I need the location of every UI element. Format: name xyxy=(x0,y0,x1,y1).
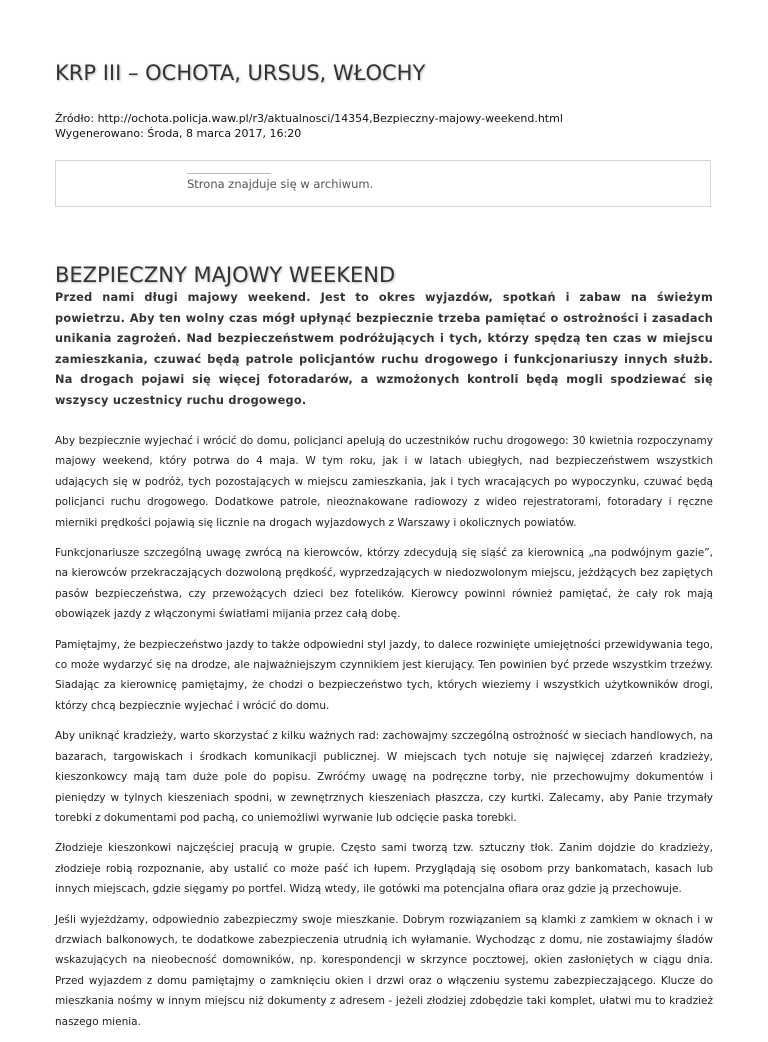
archive-divider xyxy=(187,173,271,174)
generated-date: Wygenerowano: Środa, 8 marca 2017, 16:20 xyxy=(55,127,302,140)
article-lead: Przed nami długi majowy weekend. Jest to okres wyjazdów, spotkań i zabaw na świeżym powietrzu. Aby ten wolny czas mógł upłynąć bezpiecznie trzeba pamiętać o ostrożności i zasadach unikania zagrożeń. Nad bezpieczeństwem podróżujących i tych, którzy spędzą ten czas w miejscu zamieszkania, czuwać będą patrole policjantów ruchu drogowego i funkcjonariuszy innych służb. Na drogach pojawi się więcej fotoradarów, a wzmożonych kontroli będą mogli spodziewać się wszyscy uczestnicy ruchu drogowego. xyxy=(55,291,713,407)
site-title: KRP III – OCHOTA, URSUS, WŁOCHY xyxy=(55,61,426,85)
document-meta xyxy=(55,111,563,141)
article-title: BEZPIECZNY MAJOWY WEEKEND xyxy=(55,263,396,287)
source-url: Źródło: http://ochota.policja.waw.pl/r3/aktualnosci/14354,Bezpieczny-majowy-weekend.html xyxy=(55,112,563,125)
article-paragraph: Aby bezpiecznie wyjechać i wrócić do domu, policjanci apelują do uczestników ruchu drogowego: 30 kwietnia rozpoczynamy majowy weekend, który potrwa do 4 maja. W tym roku, jak i w latach ubiegłych, nad bezpieczeństwem wszystkich udających się w podróż, tych pozostających w miejscu zamieszkania, jak i tych wracających po wypoczynku, czuwać będą policjanci ruchu drogowego. Dodatkowe patrole, nieoznakowane radiowozy z wideo rejestratorami, fotoradary i ręczne mierniki prędkości pojawią się licznie na drogach wyjazdowych z Warszawy i okolicznych powiatów. xyxy=(55,435,713,529)
archive-notice xyxy=(55,160,711,207)
article-paragraph: Złodzieje kieszonkowi najczęściej pracują w grupie. Często sami tworzą tzw. sztuczny tłok. Zanim dojdzie do kradzieży, złodzieje robią rozpoznanie, aby ustalić co może paść ich łupem. Przyglądają się osobom przy bankomatach, kasach lub innych miejscach, gdzie sięgamy po portfel. Widzą wtedy, ile gotówki ma potencjalna ofiara oraz gdzie ją przechowuje. xyxy=(55,842,713,896)
article-paragraph: Pamiętajmy, że bezpieczeństwo jazdy to także odpowiedni styl jazdy, to dalece rozwinięte umiejętności przewidywania tego, co może wydarzyć się na drodze, ale najważniejszym czynnikiem jest kierujący. Ten powinien być przede wszystkim trzeźwy. Siadając za kierownicę pamiętajmy, że chodzi o bezpieczeństwo tych, których wieziemy i wszystkich użytkowników drogi, którzy chcą bezpiecznie wyjechać i wrócić do domu. xyxy=(55,638,713,712)
article-paragraph: Aby uniknąć kradzieży, warto skorzystać z kilku ważnych rad: zachowajmy szczególną ostrożność w sieciach handlowych, na bazarach, targowiskach i środkach komunikacji publicznej. W miejscach tych notuje się najwięcej zdarzeń kradzieży, kieszonkowcy mają tam duże pole do popisu. Zwróćmy uwagę na podręczne torby, nie przechowujmy dokumentów i pieniędzy w tylnych kieszeniach spodni, w zewnętrznych kieszeniach płaszcza, czy kurtki. Zalecamy, aby Panie trzymały torebki z dokumentami pod pachą, co uniemożliwi wyrwanie lub odcięcie paska torebki. xyxy=(55,730,713,824)
article-body xyxy=(55,431,713,1042)
article-paragraph: Funkcjonariusze szczególną uwagę zwrócą na kierowców, którzy zdecydują się siąść za kierownicą „na podwójnym gazie”, na kierowców przekraczających dozwoloną prędkość, wyprzedzających w niedozwolonym miejscu, jeżdżących bez zapiętych pasów bezpieczeństwa, czy przewożących dzieci bez fotelików. Kierowcy powinni również pamiętać, że cały rok mają obowiązek jazdy z włączonymi światłami mijania przez całą dobę. xyxy=(55,547,713,621)
archive-notice-text: Strona znajduje się w archiwum. xyxy=(187,177,374,191)
article-paragraph: Jeśli wyjeżdżamy, odpowiednio zabezpieczmy swoje mieszkanie. Dobrym rozwiązaniem są klamki z zamkiem w oknach i w drzwiach balkonowych, te dodatkowe zabezpieczenia utrudnią ich wyłamanie. Wychodząc z domu, nie zostawiajmy śladów wskazujących na nieobecność domowników, np. korespondencji w skrzynce pocztowej, okien zasłoniętych w ciągu dnia. Przed wyjazdem z domu pamiętajmy o zamknięciu okien i drzwi oraz o włączeniu systemu zabezpieczającego. Klucze do mieszkania nośmy w innym miejscu niż dokumenty z adresem - jeżeli złodziej zdobędzie taki komplet, ułatwi mu to kradzież naszego mienia. xyxy=(55,913,713,1028)
